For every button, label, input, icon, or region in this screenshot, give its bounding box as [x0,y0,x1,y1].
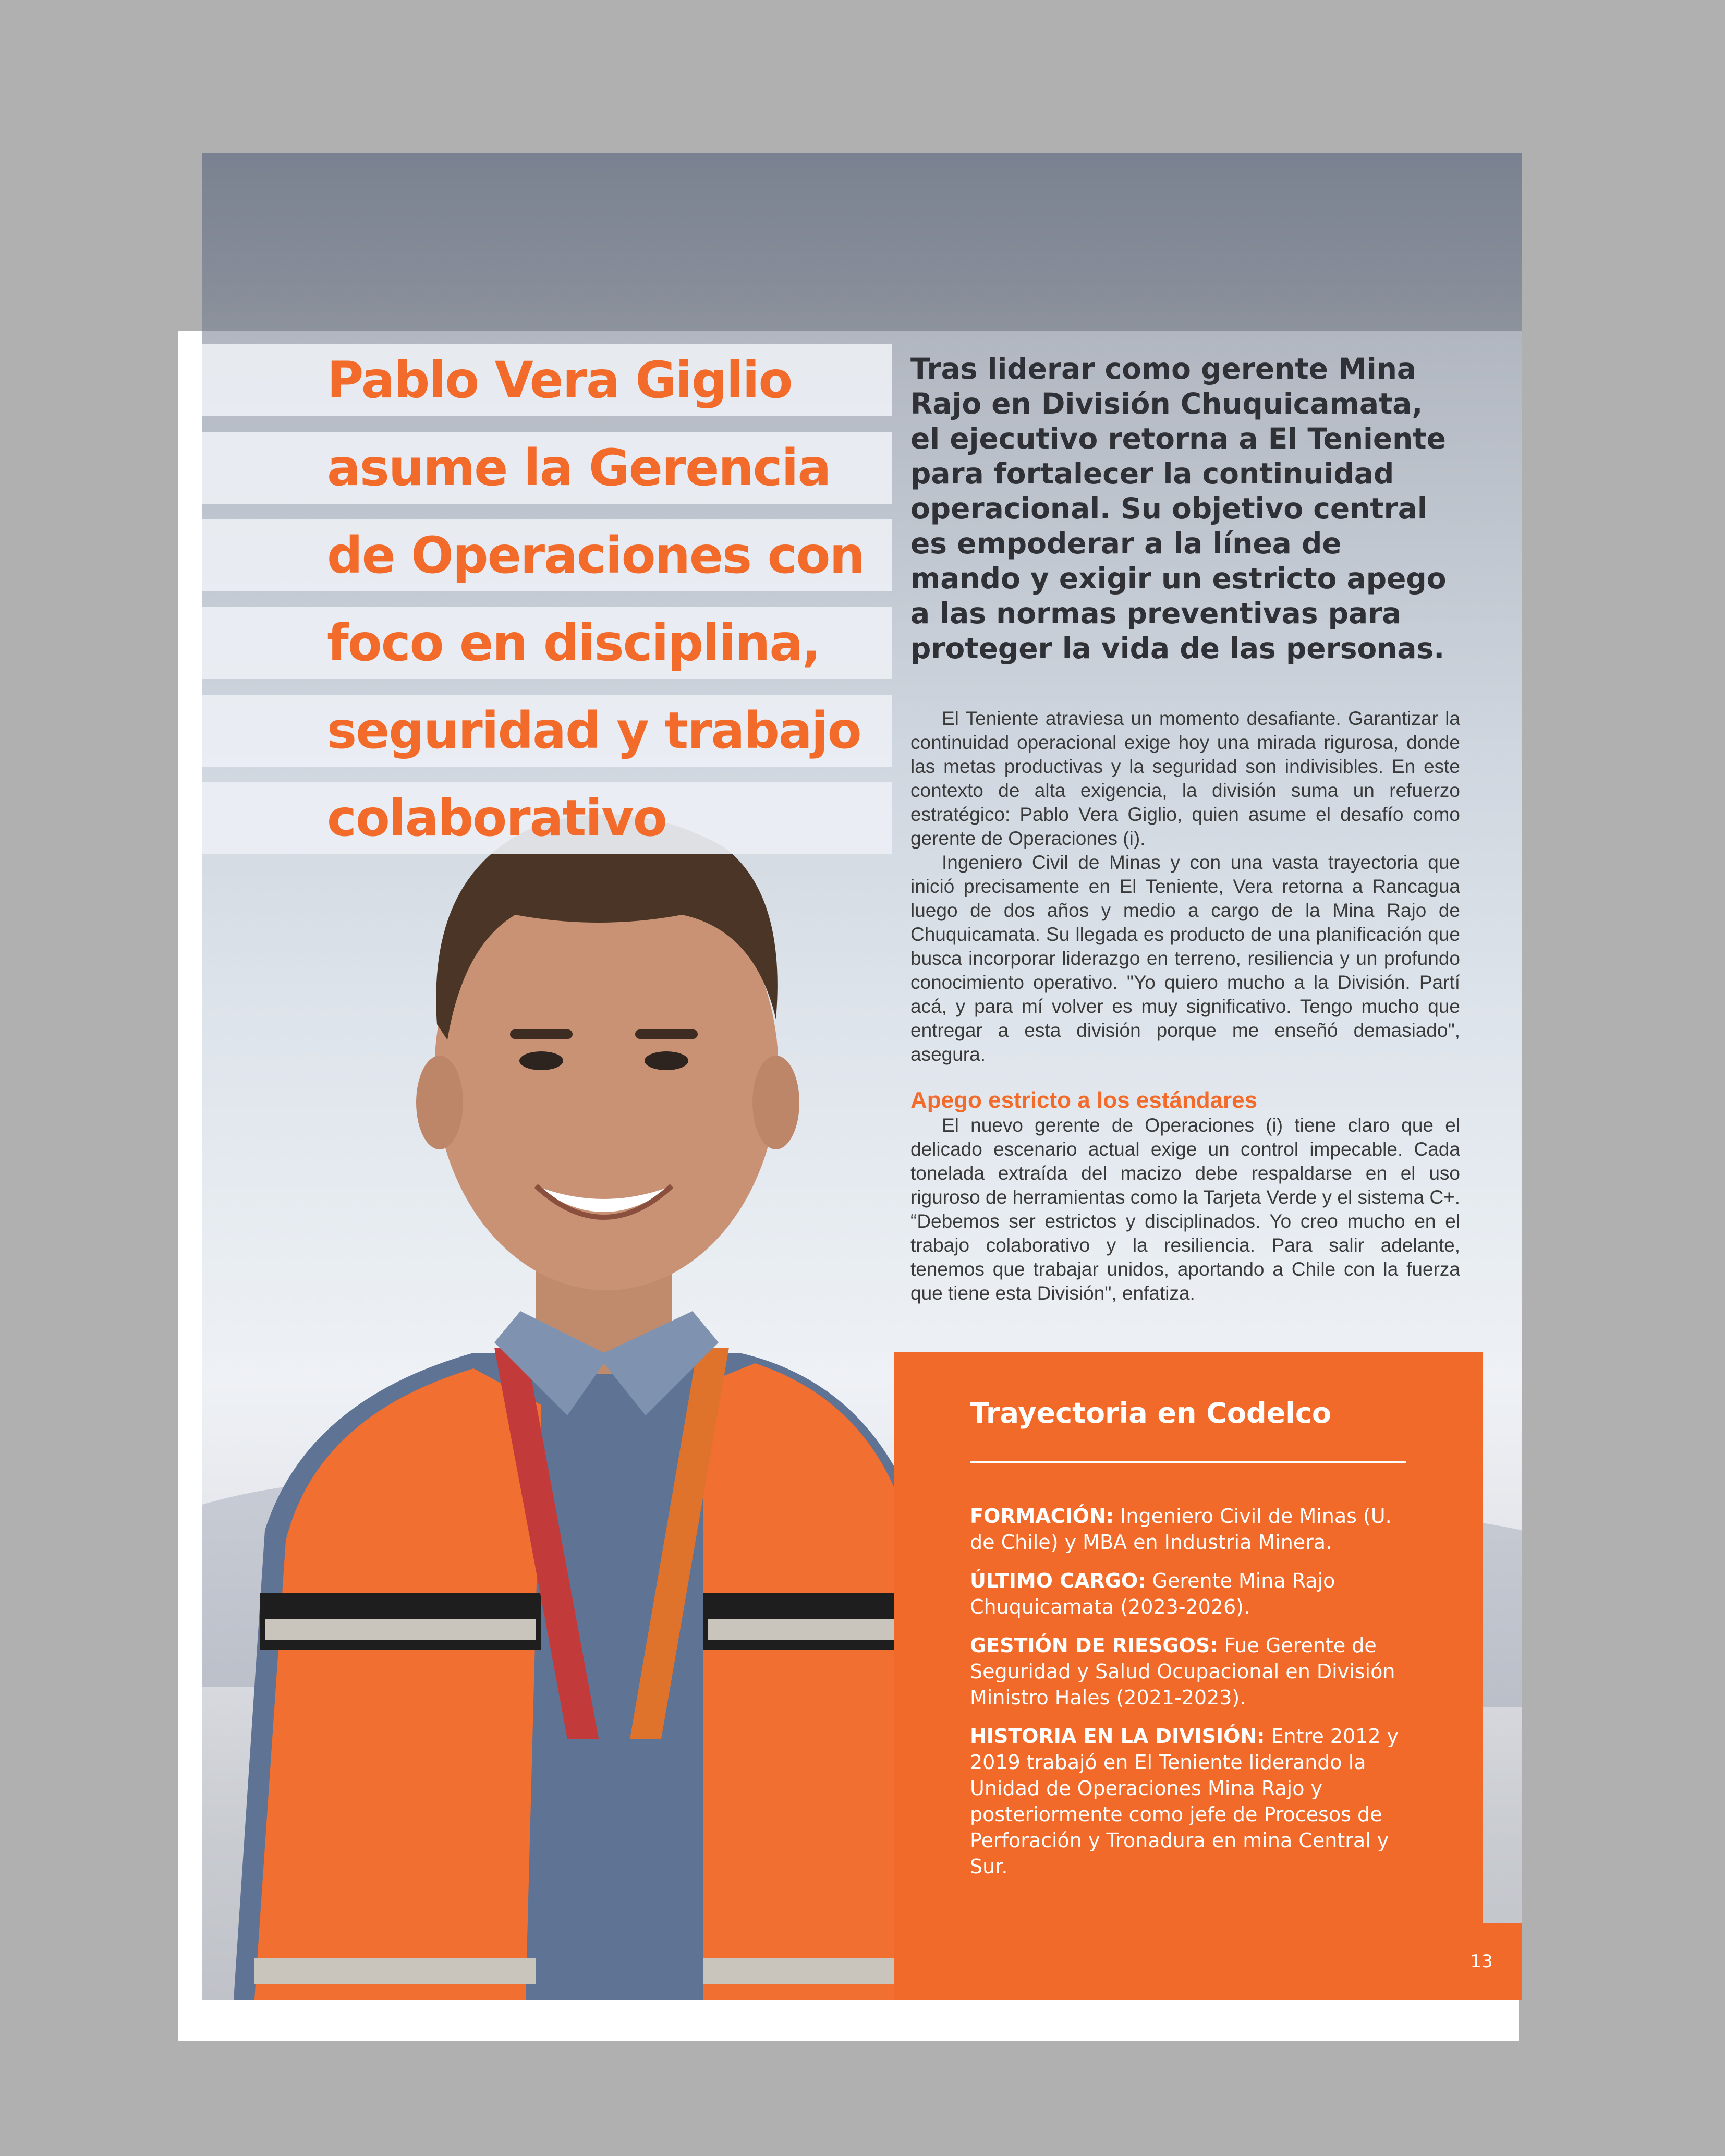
body-paragraph: El nuevo gerente de Operaciones (i) tiene claro que el delicado escenario actual exige un control impecable. Cada tonelada extraída del macizo debe respaldarse en el uso riguroso de herramientas como la Tarjeta Verde y el sistema C+. “Debemos ser estrictos y disciplinados. Yo creo mucho en el trabajo colaborativo y la resiliencia. Para salir adelante, tenemos que trabajar unidos, aportando a Chile con la fuerza que tiene esta División", enfatiza. [910,1115,1460,1304]
sidebar-item-label: FORMACIÓN: [970,1505,1114,1528]
sidebar-item [970,1632,1418,1711]
headline-line: seguridad y trabajo [327,701,861,760]
sidebar-item-text: Ingeniero Civil de Minas (U. de Chile) y MBA en Industria Minera. [970,1505,1392,1554]
sidebar-item-label: ÚLTIMO CARGO: [970,1569,1146,1592]
sidebar-list [970,1503,1418,1892]
sidebar-item-text: Gerente Mina Rajo Chuquicamata (2023-2026). [970,1569,1335,1618]
headline-line: colaborativo [327,789,666,847]
sidebar-item-text: Entre 2012 y 2019 trabajó en El Teniente liderando la Unidad de Operaciones Mina Rajo y posteriormente como jefe de Procesos de Perforación y Tronadura en mina Central y Sur. [970,1725,1399,1878]
headline-line: foco en disciplina, [327,614,820,672]
page-number: 13 [1441,1923,1522,2000]
sidebar-item [970,1723,1418,1880]
career-sidebar [894,1352,1483,2000]
sidebar-item-label: HISTORIA EN LA DIVISIÓN: [970,1725,1265,1748]
lead-paragraph: Tras liderar como gerente Mina Rajo en División Chuquicamata, el ejecutivo retorna a El Teniente para fortalecer la continuidad operacional. Su objetivo central es empoderar a la línea de mando y exigir un estricto apego a las normas preventivas para proteger la vida de las personas. [910,352,1447,665]
sidebar-title: Trayectoria en Codelco [970,1397,1331,1430]
body-paragraph: El Teniente atraviesa un momento desafiante. Garantizar la continuidad operacional exige hoy una mirada rigurosa, donde las metas productivas y la seguridad son indivisibles. En este contexto de alta exigencia, la división suma un refuerzo estratégico: Pablo Vera Giglio, quien asume el desafío como gerente de Operaciones (i). [910,708,1460,849]
top-photo-band [202,153,1522,331]
body-column [910,707,1460,1305]
sidebar-item-text: Fue Gerente de Seguridad y Salud Ocupacional en División Ministro Hales (2021-2023). [970,1634,1395,1709]
headline-line: Pablo Vera Giglio [327,351,792,409]
section-subhead: Apego estricto a los estándares [910,1087,1258,1113]
sidebar-item [970,1568,1418,1620]
headline-line: de Operaciones con [327,526,864,585]
sidebar-item [970,1503,1418,1555]
body-paragraph: Ingeniero Civil de Minas y con una vasta trayectoria que inició precisamente en El Teniente, Vera retorna a Rancagua luego de dos años y medio a cargo de la Mina Rajo de Chuquicamata. Su llegada es producto de una planificación que busca incorporar liderazgo en terreno, resiliencia y un profundo conocimiento operativo. "Yo quiero mucho a la División. Partí acá, y para mí volver es muy significativo. Tengo mucho que entregar a esta división porque me enseñó demasiado", asegura. [910,852,1460,1065]
sidebar-item-label: GESTIÓN DE RIESGOS: [970,1634,1218,1657]
sidebar-divider [970,1461,1406,1463]
headline-line: asume la Gerencia [327,439,831,497]
